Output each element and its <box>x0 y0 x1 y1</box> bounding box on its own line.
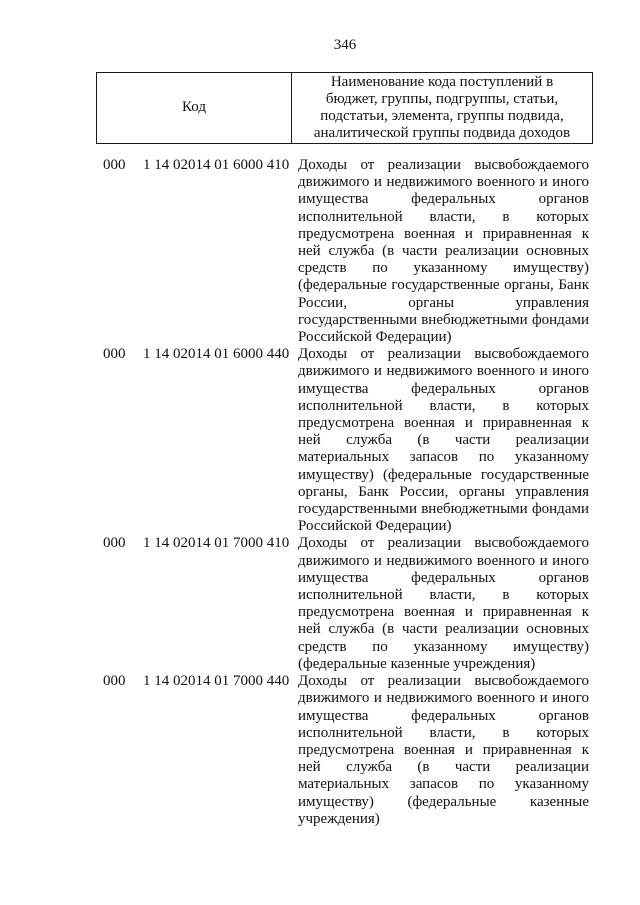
admin-code-cell: 000 <box>103 535 126 552</box>
admin-code-cell: 000 <box>103 157 126 173</box>
income-code-cell: 1 14 02014 01 7000 440 <box>143 673 290 690</box>
income-code-cell: 1 14 02014 01 6000 440 <box>143 346 290 363</box>
admin-code-cell: 000 <box>103 673 126 690</box>
table-row <box>0 535 640 673</box>
income-name-cell: Доходы от реализации высвобождаемого движимого и недвижимого военного и иного имущества федеральных органов исполнительной власти, в которых предусмотрена военная и приравненная к ней служба (в части реализации материальных запасов по указанному имуществу) (федеральные казенные учреждения) <box>298 673 589 827</box>
table-body <box>0 157 640 828</box>
header-name-cell: Наименование кода поступлений в бюджет, группы, подгруппы, статьи, подстатьи, элемента, группы подвида, аналитической группы подвида доходов <box>313 74 571 142</box>
table-header <box>96 72 593 144</box>
income-name-cell: Доходы от реализации высвобождаемого движимого и недвижимого военного и иного имущества федеральных органов исполнительной власти, в которых предусмотрена военная и приравненная к ней служба (в части реализации основных средств по указанному имуществу) (федеральные государственные органы, Банк России, органы управления государственными внебюджетными фондами Российской Федерации) <box>298 157 589 346</box>
page-number: 346 <box>333 37 357 53</box>
income-code-cell: 1 14 02014 01 7000 410 <box>143 535 290 552</box>
income-code-cell: 1 14 02014 01 6000 410 <box>143 157 290 173</box>
admin-code-cell: 000 <box>103 346 126 363</box>
income-name-cell: Доходы от реализации высвобождаемого движимого и недвижимого военного и иного имущества федеральных органов исполнительной власти, в которых предусмотрена военная и приравненная к ней служба (в части реализации материальных запасов по указанному имуществу) (федеральные государственные органы, Банк России, органы управления государственными внебюджетными фондами Российской Федерации) <box>298 346 589 535</box>
income-name-cell: Доходы от реализации высвобождаемого движимого и недвижимого военного и иного имущества федеральных органов исполнительной власти, в которых предусмотрена военная и приравненная к ней служба (в части реализации основных средств по указанному имуществу) (федеральные казенные учреждения) <box>298 535 589 672</box>
table-row <box>0 673 640 828</box>
table-row <box>0 157 640 346</box>
header-code-label: Код <box>182 99 206 116</box>
table-row <box>0 346 640 535</box>
header-code-cell <box>97 73 292 143</box>
